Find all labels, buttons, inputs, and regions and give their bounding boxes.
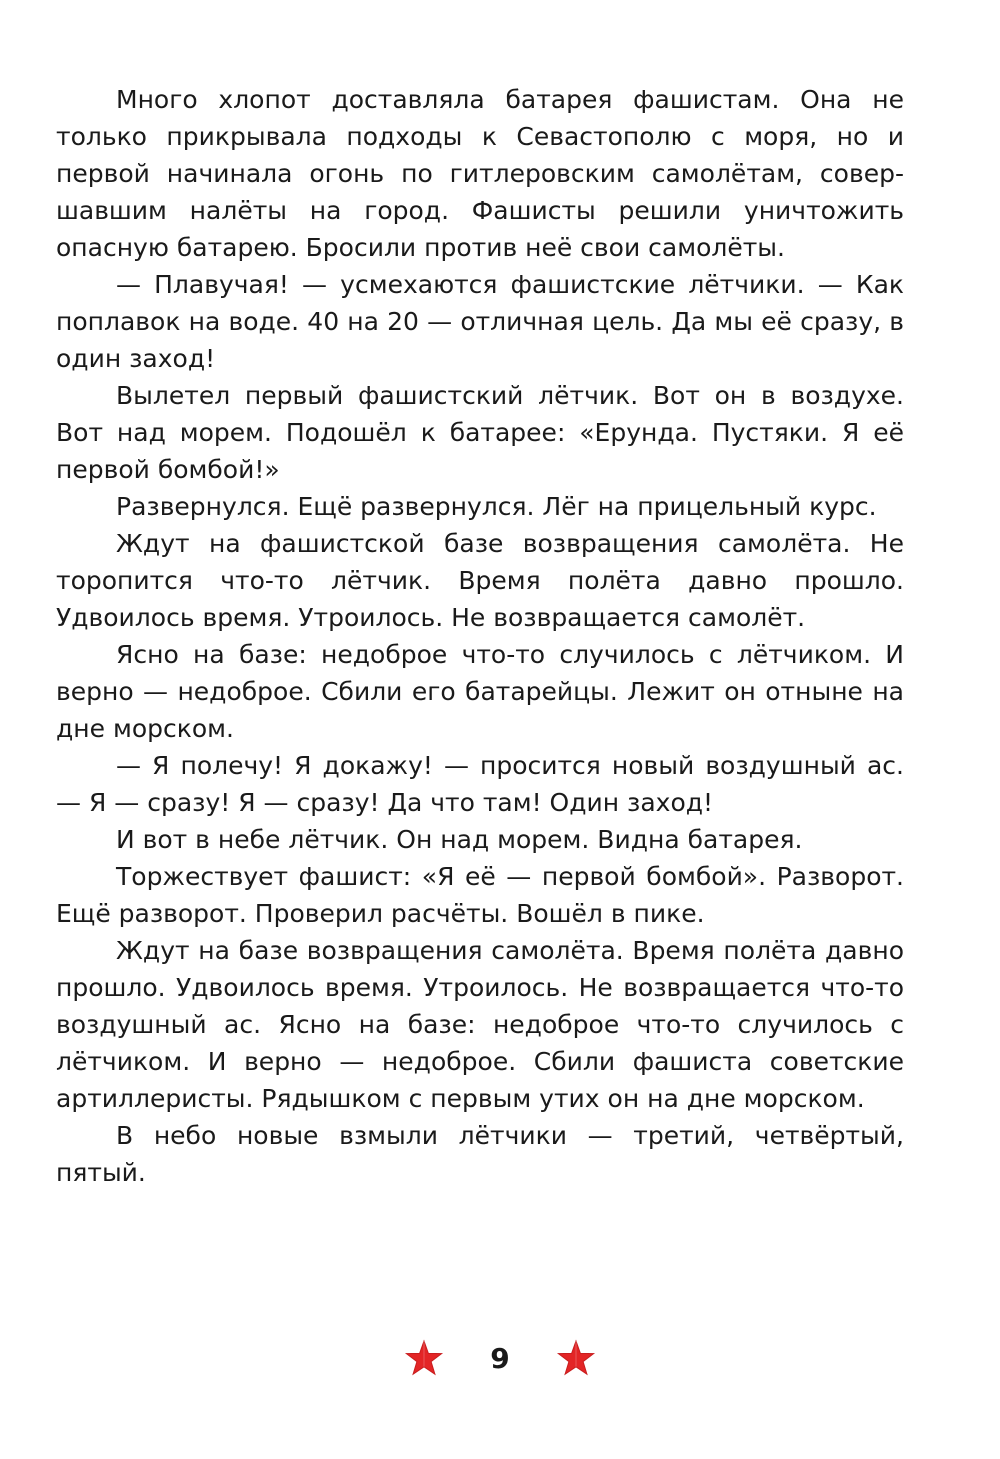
page-footer [0, 1334, 1000, 1384]
page-number: 9 [490, 1342, 510, 1375]
paragraph-4: Развернулся. Ещё развернулся. Лёг на прицельный курс. [116, 492, 877, 521]
paragraph-3: Вылетел первый фашистский лётчик. Вот он в воздухе. Вот над морем. Подошёл к батарее: «Ерунда. Пустяки. Я её первой бомбой!» [56, 381, 904, 484]
paragraph-7: — Я полечу! Я докажу! — просится новый воздушный ас. — Я — сразу! Я — сразу! Да что там! Один заход! [56, 751, 904, 817]
paragraph-10: Ждут на базе возвращения самолёта. Время полёта давно прошло. Удвоилось время. Утроилось. Не возвращается что-то воздушный ас. Ясно на базе: недоброе что-то случилось с лётчиком. И верно — недоброе. Сбили фашиста советские артиллеристы. Рядышком с первым утих он на дне морском. [56, 936, 904, 1113]
paragraph-1: Много хлопот доставляла батарея фашистам. Она не только прикрывала подходы к Севастополю с моря, но и первой начинала огонь по гитлеровским самолётам, совершавшим налёты на город. Фашисты решили уничтожить опасную батарею. Бросили против неё свои самолёты. [56, 85, 904, 262]
paragraph-6: Ясно на базе: недоброе что-то случилось с лётчиком. И верно — недоброе. Сбили его батарейцы. Лежит он отныне на дне морском. [56, 640, 904, 743]
paragraph-9: Торжествует фашист: «Я её — первой бомбой». Разворот. Ещё разворот. Проверил расчёты. Вошёл в пике. [56, 862, 904, 928]
paragraph-8: И вот в небе лётчик. Он над морем. Видна батарея. [116, 825, 803, 854]
paragraph-11: В небо новые взмыли лётчики — третий, четвёртый, пятый. [56, 1121, 904, 1187]
paragraph-2: — Плавучая! — усмехаются фашистские лётчики. — Как поплавок на воде. 40 на 20 — отличная цель. Да мы её сразу, в один заход! [56, 270, 904, 373]
star-left-icon [404, 1339, 444, 1379]
star-right-icon [556, 1339, 596, 1379]
paragraph-5: Ждут на фашистской базе возвращения самолёта. Не торопится что-то лётчик. Время полёта давно прошло. Удвоилось время. Утроилось. Не возвращается самолёт. [56, 529, 904, 632]
body-text [56, 81, 904, 1191]
